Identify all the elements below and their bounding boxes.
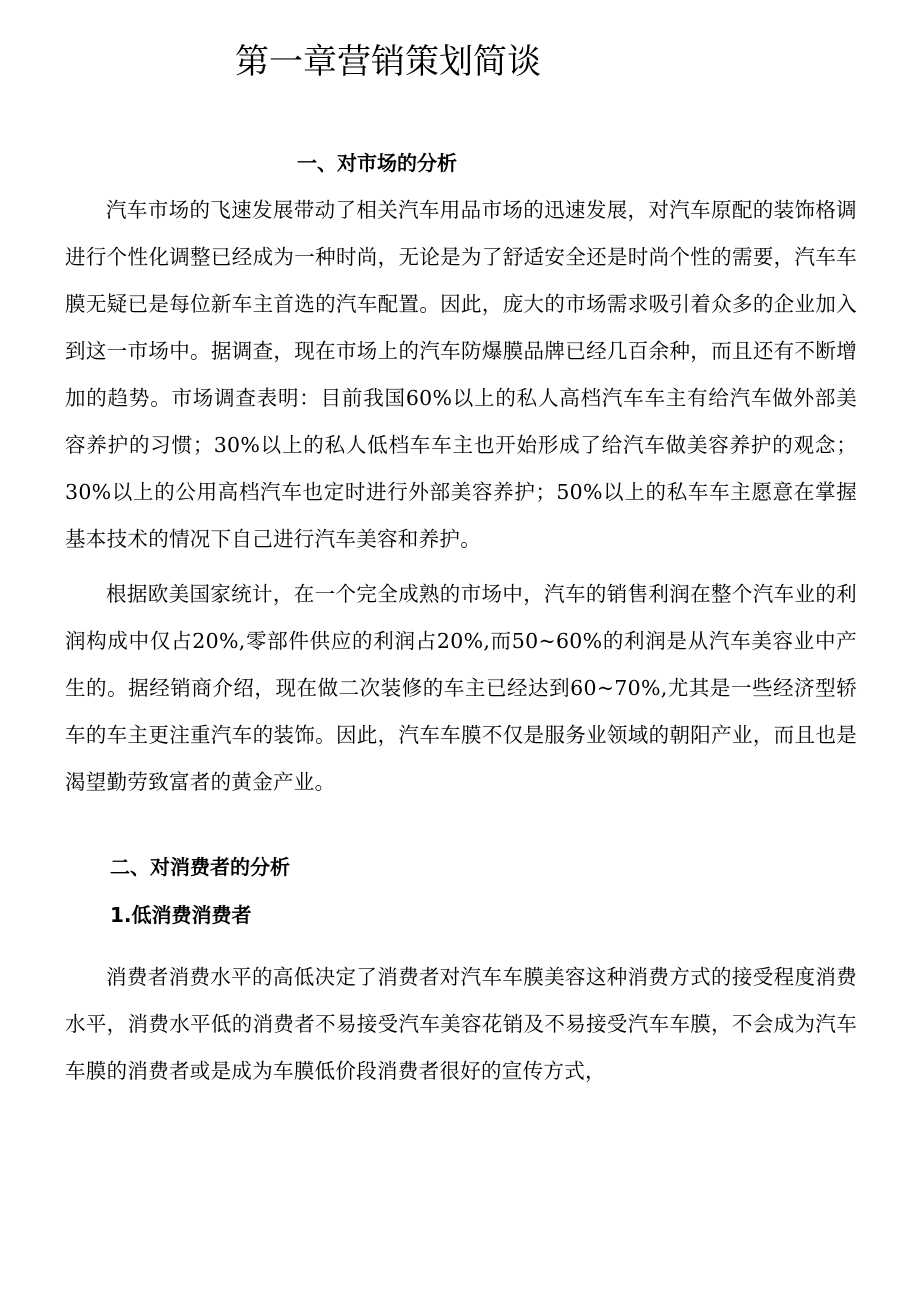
paragraph-low-consumption: 消费者消费水平的高低决定了消费者对汽车车膜美容这种消费方式的接受程度消费水平，消费水平低的消费者不易接受汽车美容花销及不易接受汽车车膜，不会成为汽车车膜的消费者或是成为车膜低价段消费者很好的宣传方式， xyxy=(65,965,857,1083)
page-title: 第一章营销策划简谈 xyxy=(235,42,541,82)
subheading-low-consumption: 1.低消费消费者 xyxy=(110,903,252,927)
paragraph-profit-statistics: 根据欧美国家统计，在一个完全成熟的市场中，汽车的销售利润在整个汽车业的利润构成中仅占20%,零部件供应的利润占20%,而50~60%的利润是从汽车美容业中产生的。据经销商介绍，现在做二次装修的车主已经达到60~70%,尤其是一些经济型轿车的车主更注重汽车的装饰。因此，汽车车膜不仅是服务业领域的朝阳产业，而且也是渴望勤劳致富者的黄金产业。 xyxy=(65,582,857,794)
paragraph-market-growth: 汽车市场的飞速发展带动了相关汽车用品市场的迅速发展，对汽车原配的装饰格调进行个性化调整已经成为一种时尚，无论是为了舒适安全还是时尚个性的需要，汽车车膜无疑已是每位新车主首选的汽车配置。因此，庞大的市场需求吸引着众多的企业加入到这一市场中。据调查，现在市场上的汽车防爆膜品牌已经几百余种，而且还有不断增加的趋势。市场调查表明：目前我国60%以上的私人高档汽车车主有给汽车做外部美容养护的习惯；30%以上的私人低档车车主也开始形成了给汽车做美容养护的观念；30%以上的公用高档汽车也定时进行外部美容养护；50%以上的私车车主愿意在掌握基本技术的情况下自己进行汽车美容和养护。 xyxy=(65,198,857,551)
section-heading-consumer-analysis: 二、对消费者的分析 xyxy=(110,855,290,879)
section-heading-market-analysis: 一、对市场的分析 xyxy=(297,151,457,175)
